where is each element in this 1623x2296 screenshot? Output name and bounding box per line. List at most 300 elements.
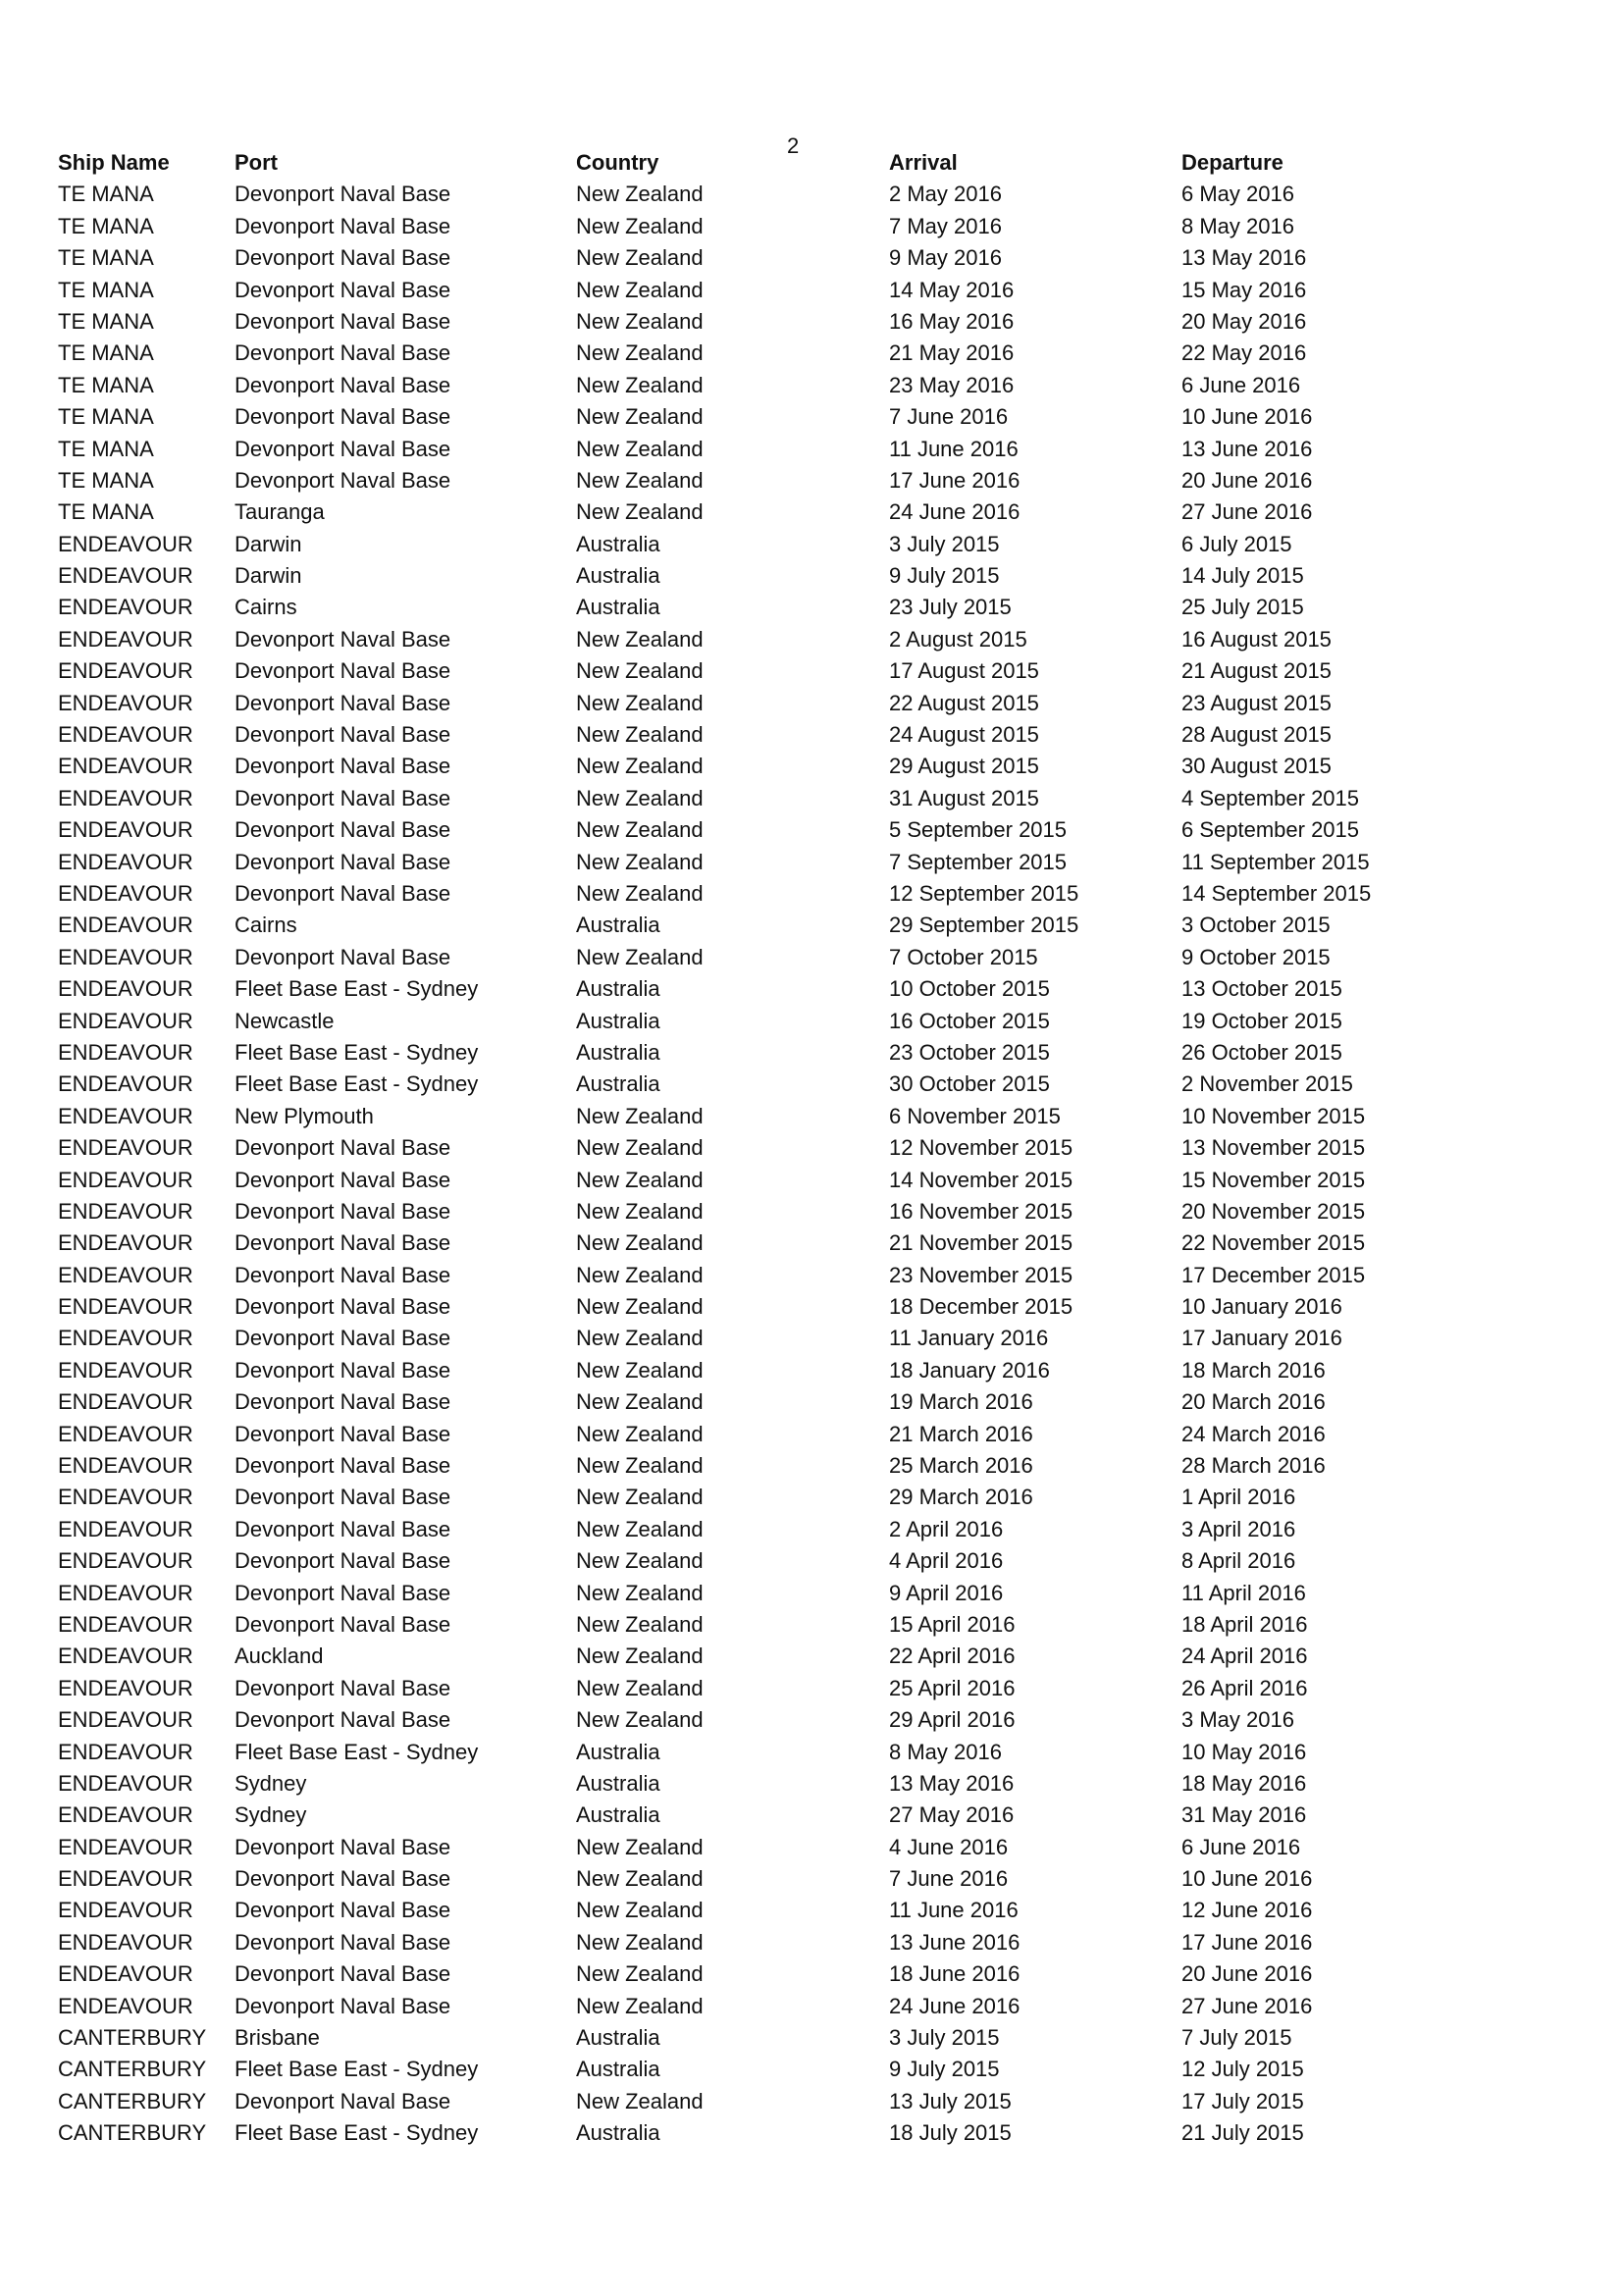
cell-ship-name: ENDEAVOUR (58, 1326, 193, 1351)
cell-ship-name: CANTERBURY (58, 2120, 207, 2146)
cell-ship-name: TE MANA (58, 182, 154, 207)
cell-country: New Zealand (576, 944, 704, 969)
table-header (43, 147, 1397, 179)
cell-arrival: 17 June 2016 (889, 467, 1021, 493)
cell-departure: 28 August 2015 (1181, 722, 1332, 748)
cell-port: Fleet Base East - Sydney (235, 2057, 479, 2082)
cell-departure: 3 May 2016 (1181, 1707, 1294, 1733)
table-row (43, 211, 1397, 242)
cell-departure: 11 September 2015 (1181, 849, 1370, 874)
cell-country: New Zealand (576, 1198, 704, 1224)
cell-ship-name: ENDEAVOUR (58, 976, 193, 1002)
table-row (43, 624, 1397, 655)
cell-country: Australia (576, 2025, 660, 2051)
cell-departure: 6 June 2016 (1181, 372, 1301, 397)
cell-arrival: 18 January 2016 (889, 1357, 1050, 1383)
cell-ship-name: TE MANA (58, 213, 154, 238)
cell-port: Devonport Naval Base (235, 1548, 451, 1574)
cell-country: New Zealand (576, 1389, 704, 1415)
cell-port: Cairns (235, 595, 297, 620)
cell-ship-name: TE MANA (58, 277, 154, 302)
table-row (43, 1514, 1397, 1545)
cell-arrival: 25 April 2016 (889, 1675, 1016, 1700)
cell-departure: 6 July 2015 (1181, 531, 1292, 556)
cell-country: New Zealand (576, 1866, 704, 1892)
cell-ship-name: ENDEAVOUR (58, 1770, 193, 1796)
cell-port: Fleet Base East - Sydney (235, 2120, 479, 2146)
cell-ship-name: TE MANA (58, 404, 154, 430)
table-row (43, 1419, 1397, 1450)
cell-port: Devonport Naval Base (235, 277, 451, 302)
cell-departure: 22 November 2015 (1181, 1230, 1366, 1256)
cell-port: Devonport Naval Base (235, 754, 451, 779)
cell-port: Fleet Base East - Sydney (235, 976, 479, 1002)
cell-ship-name: ENDEAVOUR (58, 913, 193, 938)
cell-country: Australia (576, 976, 660, 1002)
cell-ship-name: ENDEAVOUR (58, 690, 193, 715)
cell-port: Devonport Naval Base (235, 785, 451, 810)
cell-departure: 28 March 2016 (1181, 1453, 1326, 1479)
cell-arrival: 14 November 2015 (889, 1167, 1073, 1192)
cell-ship-name: ENDEAVOUR (58, 1580, 193, 1605)
cell-arrival: 30 October 2015 (889, 1071, 1050, 1097)
cell-ship-name: ENDEAVOUR (58, 1103, 193, 1128)
cell-port: Devonport Naval Base (235, 690, 451, 715)
cell-ship-name: TE MANA (58, 308, 154, 334)
cell-port: Devonport Naval Base (235, 467, 451, 493)
cell-port: Fleet Base East - Sydney (235, 1739, 479, 1764)
cell-port: Devonport Naval Base (235, 372, 451, 397)
cell-ship-name: ENDEAVOUR (58, 1993, 193, 2018)
cell-ship-name: ENDEAVOUR (58, 817, 193, 843)
cell-country: New Zealand (576, 1294, 704, 1320)
cell-arrival: 17 August 2015 (889, 658, 1039, 684)
table-row (43, 814, 1397, 846)
cell-ship-name: CANTERBURY (58, 2088, 207, 2113)
cell-arrival: 8 May 2016 (889, 1739, 1002, 1764)
cell-port: Devonport Naval Base (235, 1580, 451, 1605)
cell-departure: 17 December 2015 (1181, 1262, 1366, 1287)
cell-ship-name: ENDEAVOUR (58, 785, 193, 810)
cell-ship-name: ENDEAVOUR (58, 722, 193, 748)
cell-arrival: 11 June 2016 (889, 1898, 1019, 1923)
cell-country: New Zealand (576, 1961, 704, 1987)
table-row (43, 1006, 1397, 1037)
header-ship-name: Ship Name (58, 150, 170, 175)
cell-departure: 20 November 2015 (1181, 1198, 1366, 1224)
cell-port: Cairns (235, 913, 297, 938)
cell-country: New Zealand (576, 1516, 704, 1541)
cell-arrival: 15 April 2016 (889, 1611, 1016, 1637)
table-row (43, 783, 1397, 814)
cell-port: Devonport Naval Base (235, 1834, 451, 1859)
table-row (43, 1069, 1397, 1100)
cell-ship-name: ENDEAVOUR (58, 1167, 193, 1192)
cell-departure: 20 March 2016 (1181, 1389, 1326, 1415)
cell-departure: 6 June 2016 (1181, 1834, 1301, 1859)
cell-departure: 18 May 2016 (1181, 1770, 1307, 1796)
cell-ship-name: ENDEAVOUR (58, 1834, 193, 1859)
table-row (43, 1578, 1397, 1609)
cell-port: Devonport Naval Base (235, 1167, 451, 1192)
cell-country: New Zealand (576, 1993, 704, 2018)
cell-arrival: 29 September 2015 (889, 913, 1079, 938)
cell-arrival: 29 August 2015 (889, 754, 1039, 779)
cell-arrival: 11 January 2016 (889, 1326, 1049, 1351)
cell-arrival: 21 November 2015 (889, 1230, 1073, 1256)
cell-port: Devonport Naval Base (235, 436, 451, 461)
cell-departure: 3 April 2016 (1181, 1516, 1296, 1541)
table-row (43, 1768, 1397, 1800)
cell-country: New Zealand (576, 1167, 704, 1192)
cell-country: New Zealand (576, 1103, 704, 1128)
cell-arrival: 11 June 2016 (889, 436, 1019, 461)
table-row (43, 434, 1397, 465)
cell-ship-name: TE MANA (58, 467, 154, 493)
cell-ship-name: ENDEAVOUR (58, 1739, 193, 1764)
cell-departure: 13 October 2015 (1181, 976, 1342, 1002)
cell-country: Australia (576, 595, 660, 620)
cell-port: Devonport Naval Base (235, 404, 451, 430)
cell-departure: 15 November 2015 (1181, 1167, 1366, 1192)
table-row (43, 1545, 1397, 1577)
cell-country: New Zealand (576, 277, 704, 302)
table-row (43, 1482, 1397, 1513)
cell-departure: 14 July 2015 (1181, 563, 1304, 589)
cell-arrival: 9 April 2016 (889, 1580, 1004, 1605)
cell-port: Brisbane (235, 2025, 320, 2051)
cell-country: Australia (576, 2057, 660, 2082)
cell-departure: 26 April 2016 (1181, 1675, 1308, 1700)
cell-ship-name: ENDEAVOUR (58, 563, 193, 589)
cell-port: Darwin (235, 531, 302, 556)
page-number: 2 (787, 133, 800, 158)
cell-ship-name: ENDEAVOUR (58, 1961, 193, 1987)
cell-port: Darwin (235, 563, 302, 589)
cell-departure: 25 July 2015 (1181, 595, 1304, 620)
cell-country: Australia (576, 531, 660, 556)
cell-departure: 27 June 2016 (1181, 499, 1313, 525)
cell-country: New Zealand (576, 182, 704, 207)
cell-port: Sydney (235, 1770, 307, 1796)
cell-country: New Zealand (576, 1485, 704, 1510)
cell-arrival: 23 October 2015 (889, 1039, 1050, 1065)
cell-port: Devonport Naval Base (235, 722, 451, 748)
cell-country: New Zealand (576, 1326, 704, 1351)
cell-country: Australia (576, 1008, 660, 1033)
cell-port: Devonport Naval Base (235, 817, 451, 843)
cell-arrival: 25 March 2016 (889, 1453, 1033, 1479)
cell-ship-name: ENDEAVOUR (58, 1802, 193, 1828)
cell-arrival: 4 April 2016 (889, 1548, 1004, 1574)
cell-departure: 14 September 2015 (1181, 880, 1372, 906)
cell-country: Australia (576, 1802, 660, 1828)
cell-arrival: 16 November 2015 (889, 1198, 1073, 1224)
cell-country: New Zealand (576, 722, 704, 748)
table-row (43, 1609, 1397, 1641)
cell-arrival: 16 May 2016 (889, 308, 1015, 334)
cell-arrival: 6 November 2015 (889, 1103, 1061, 1128)
cell-ship-name: ENDEAVOUR (58, 1485, 193, 1510)
cell-ship-name: ENDEAVOUR (58, 1008, 193, 1033)
cell-arrival: 22 April 2016 (889, 1644, 1016, 1669)
cell-port: Devonport Naval Base (235, 308, 451, 334)
cell-country: New Zealand (576, 404, 704, 430)
cell-port: Devonport Naval Base (235, 1357, 451, 1383)
cell-departure: 26 October 2015 (1181, 1039, 1342, 1065)
cell-departure: 7 July 2015 (1181, 2025, 1292, 2051)
cell-country: New Zealand (576, 340, 704, 366)
cell-country: New Zealand (576, 754, 704, 779)
cell-country: New Zealand (576, 372, 704, 397)
cell-departure: 18 March 2016 (1181, 1357, 1326, 1383)
cell-departure: 6 May 2016 (1181, 182, 1294, 207)
cell-ship-name: ENDEAVOUR (58, 1866, 193, 1892)
cell-arrival: 10 October 2015 (889, 976, 1050, 1002)
cell-ship-name: TE MANA (58, 436, 154, 461)
table-row (43, 1101, 1397, 1132)
cell-ship-name: ENDEAVOUR (58, 1516, 193, 1541)
cell-departure: 17 June 2016 (1181, 1929, 1313, 1955)
cell-country: New Zealand (576, 308, 704, 334)
cell-departure: 13 November 2015 (1181, 1135, 1366, 1161)
table-row (43, 655, 1397, 687)
cell-departure: 20 June 2016 (1181, 1961, 1313, 1987)
cell-ship-name: ENDEAVOUR (58, 880, 193, 906)
cell-arrival: 2 April 2016 (889, 1516, 1004, 1541)
cell-ship-name: ENDEAVOUR (58, 1421, 193, 1446)
cell-port: Devonport Naval Base (235, 2088, 451, 2113)
cell-arrival: 12 November 2015 (889, 1135, 1073, 1161)
table-row (43, 306, 1397, 338)
table-row (43, 1196, 1397, 1227)
table-row (43, 1673, 1397, 1704)
cell-departure: 10 May 2016 (1181, 1739, 1307, 1764)
cell-country: New Zealand (576, 690, 704, 715)
table-row (43, 1291, 1397, 1323)
cell-country: New Zealand (576, 245, 704, 271)
cell-country: New Zealand (576, 2088, 704, 2113)
cell-port: Devonport Naval Base (235, 1675, 451, 1700)
cell-port: Devonport Naval Base (235, 340, 451, 366)
cell-port: Devonport Naval Base (235, 1961, 451, 1987)
cell-departure: 19 October 2015 (1181, 1008, 1342, 1033)
cell-arrival: 24 August 2015 (889, 722, 1039, 748)
table-row (43, 1037, 1397, 1069)
table-row (43, 878, 1397, 910)
table-row (43, 1832, 1397, 1863)
cell-port: Devonport Naval Base (235, 1294, 451, 1320)
cell-arrival: 16 October 2015 (889, 1008, 1050, 1033)
cell-ship-name: ENDEAVOUR (58, 1548, 193, 1574)
cell-arrival: 29 March 2016 (889, 1485, 1033, 1510)
table-row (43, 1260, 1397, 1291)
cell-port: Devonport Naval Base (235, 1929, 451, 1955)
cell-ship-name: ENDEAVOUR (58, 1611, 193, 1637)
cell-port: Devonport Naval Base (235, 1135, 451, 1161)
cell-departure: 22 May 2016 (1181, 340, 1307, 366)
table-row (43, 1704, 1397, 1736)
cell-arrival: 7 September 2015 (889, 849, 1068, 874)
header-country: Country (576, 150, 659, 175)
cell-port: Devonport Naval Base (235, 1707, 451, 1733)
table-row (43, 1165, 1397, 1196)
cell-port: Devonport Naval Base (235, 1993, 451, 2018)
cell-port: Devonport Naval Base (235, 1230, 451, 1256)
cell-country: Australia (576, 1770, 660, 1796)
table-row (43, 973, 1397, 1005)
cell-port: Devonport Naval Base (235, 849, 451, 874)
cell-departure: 21 July 2015 (1181, 2120, 1304, 2146)
cell-arrival: 21 March 2016 (889, 1421, 1033, 1446)
cell-port: Devonport Naval Base (235, 1421, 451, 1446)
cell-port: Devonport Naval Base (235, 1453, 451, 1479)
cell-port: Fleet Base East - Sydney (235, 1039, 479, 1065)
cell-country: New Zealand (576, 880, 704, 906)
cell-country: New Zealand (576, 1580, 704, 1605)
table-row (43, 1958, 1397, 1990)
cell-ship-name: ENDEAVOUR (58, 1357, 193, 1383)
table-row (43, 719, 1397, 751)
cell-arrival: 7 June 2016 (889, 404, 1009, 430)
cell-arrival: 13 July 2015 (889, 2088, 1012, 2113)
cell-arrival: 18 December 2015 (889, 1294, 1073, 1320)
cell-ship-name: ENDEAVOUR (58, 1929, 193, 1955)
cell-port: Devonport Naval Base (235, 1262, 451, 1287)
table-row (43, 1927, 1397, 1958)
cell-arrival: 9 July 2015 (889, 563, 1000, 589)
cell-arrival: 22 August 2015 (889, 690, 1039, 715)
cell-ship-name: ENDEAVOUR (58, 1039, 193, 1065)
table-row (43, 179, 1397, 210)
cell-country: New Zealand (576, 1453, 704, 1479)
cell-departure: 6 September 2015 (1181, 817, 1360, 843)
cell-ship-name: ENDEAVOUR (58, 1198, 193, 1224)
cell-departure: 16 August 2015 (1181, 626, 1332, 652)
cell-country: New Zealand (576, 785, 704, 810)
cell-ship-name: TE MANA (58, 499, 154, 525)
table-row (43, 1227, 1397, 1259)
cell-ship-name: ENDEAVOUR (58, 1262, 193, 1287)
cell-ship-name: TE MANA (58, 340, 154, 366)
cell-port: Devonport Naval Base (235, 1516, 451, 1541)
cell-departure: 27 June 2016 (1181, 1993, 1313, 2018)
table-row (43, 910, 1397, 941)
cell-port: Devonport Naval Base (235, 880, 451, 906)
cell-departure: 20 May 2016 (1181, 308, 1307, 334)
cell-departure: 17 July 2015 (1181, 2088, 1304, 2113)
cell-ship-name: TE MANA (58, 372, 154, 397)
table-row (43, 1450, 1397, 1482)
table-row (43, 942, 1397, 973)
table-row (43, 1895, 1397, 1926)
cell-port: Sydney (235, 1802, 307, 1828)
cell-departure: 8 April 2016 (1181, 1548, 1296, 1574)
cell-country: New Zealand (576, 1929, 704, 1955)
table-row (43, 401, 1397, 433)
cell-port: Devonport Naval Base (235, 626, 451, 652)
cell-ship-name: ENDEAVOUR (58, 754, 193, 779)
cell-arrival: 3 July 2015 (889, 531, 1000, 556)
cell-departure: 13 June 2016 (1181, 436, 1313, 461)
cell-country: New Zealand (576, 1898, 704, 1923)
table-body (43, 179, 1397, 2149)
cell-arrival: 12 September 2015 (889, 880, 1079, 906)
cell-departure: 20 June 2016 (1181, 467, 1313, 493)
cell-ship-name: ENDEAVOUR (58, 626, 193, 652)
cell-country: New Zealand (576, 658, 704, 684)
cell-departure: 1 April 2016 (1181, 1485, 1296, 1510)
cell-ship-name: TE MANA (58, 245, 154, 271)
cell-arrival: 13 June 2016 (889, 1929, 1021, 1955)
cell-departure: 3 October 2015 (1181, 913, 1331, 938)
cell-country: New Zealand (576, 1357, 704, 1383)
cell-departure: 31 May 2016 (1181, 1802, 1307, 1828)
cell-departure: 11 April 2016 (1181, 1580, 1306, 1605)
cell-port: Devonport Naval Base (235, 658, 451, 684)
cell-arrival: 9 July 2015 (889, 2057, 1000, 2082)
cell-departure: 10 June 2016 (1181, 404, 1313, 430)
cell-arrival: 3 July 2015 (889, 2025, 1000, 2051)
cell-departure: 4 September 2015 (1181, 785, 1360, 810)
cell-port: Fleet Base East - Sydney (235, 1071, 479, 1097)
cell-country: New Zealand (576, 1834, 704, 1859)
cell-departure: 24 April 2016 (1181, 1644, 1308, 1669)
cell-arrival: 7 October 2015 (889, 944, 1038, 969)
cell-port: Tauranga (235, 499, 325, 525)
cell-arrival: 23 July 2015 (889, 595, 1012, 620)
cell-ship-name: ENDEAVOUR (58, 1898, 193, 1923)
cell-arrival: 29 April 2016 (889, 1707, 1016, 1733)
cell-departure: 12 June 2016 (1181, 1898, 1313, 1923)
cell-port: Devonport Naval Base (235, 1389, 451, 1415)
cell-ship-name: ENDEAVOUR (58, 1675, 193, 1700)
table-row (43, 1737, 1397, 1768)
cell-port: Devonport Naval Base (235, 1611, 451, 1637)
table-row (43, 751, 1397, 782)
cell-country: New Zealand (576, 849, 704, 874)
cell-departure: 10 June 2016 (1181, 1866, 1313, 1892)
cell-arrival: 5 September 2015 (889, 817, 1068, 843)
cell-country: New Zealand (576, 436, 704, 461)
table-row (43, 338, 1397, 369)
cell-country: Australia (576, 2120, 660, 2146)
cell-port: Devonport Naval Base (235, 182, 451, 207)
cell-departure: 18 April 2016 (1181, 1611, 1308, 1637)
table-row (43, 1323, 1397, 1354)
cell-arrival: 27 May 2016 (889, 1802, 1015, 1828)
cell-ship-name: ENDEAVOUR (58, 849, 193, 874)
cell-ship-name: ENDEAVOUR (58, 1707, 193, 1733)
cell-arrival: 2 May 2016 (889, 182, 1002, 207)
cell-departure: 21 August 2015 (1181, 658, 1332, 684)
table-row (43, 242, 1397, 274)
table-row (43, 1991, 1397, 2022)
cell-port: Devonport Naval Base (235, 1326, 451, 1351)
cell-country: New Zealand (576, 1707, 704, 1733)
cell-departure: 10 November 2015 (1181, 1103, 1366, 1128)
table-row (43, 2054, 1397, 2085)
table-row (43, 1863, 1397, 1895)
cell-country: New Zealand (576, 213, 704, 238)
table-row (43, 2086, 1397, 2117)
cell-arrival: 14 May 2016 (889, 277, 1015, 302)
cell-ship-name: ENDEAVOUR (58, 1453, 193, 1479)
table-row (43, 275, 1397, 306)
cell-country: New Zealand (576, 1230, 704, 1256)
cell-port: Devonport Naval Base (235, 1898, 451, 1923)
header-port: Port (235, 150, 278, 175)
